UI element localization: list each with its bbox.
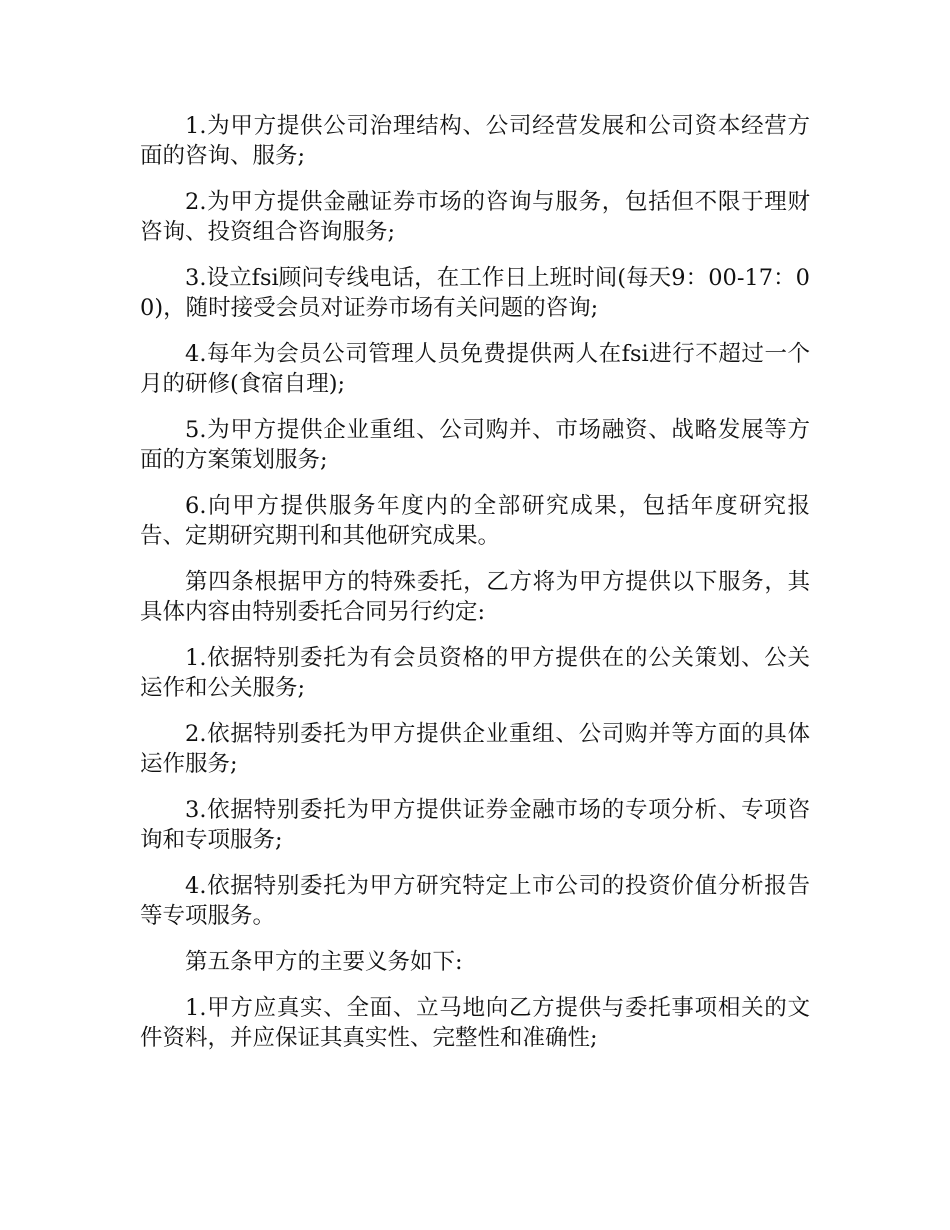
paragraph-3: 3.设立fsi顾问专线电话，在工作日上班时间(每天9：00-17：00)，随时接受会员对证券市场有关问题的咨询; [140,265,810,321]
paragraph-13: 1.甲方应真实、全面、立马地向乙方提供与委托事项相关的文件资料，并应保证其真实性、完整性和准确性; [140,995,810,1051]
article-4-heading: 第四条根据甲方的特殊委托，乙方将为甲方提供以下服务，其具体内容由特别委托合同另行约定: [140,569,810,625]
document-body [140,111,810,1069]
paragraph-6: 6.向甲方提供服务年度内的全部研究成果，包括年度研究报告、定期研究期刊和其他研究成果。 [140,493,810,549]
paragraph-5: 5.为甲方提供企业重组、公司购并、市场融资、战略发展等方面的方案策划服务; [140,417,810,473]
paragraph-2: 2.为甲方提供金融证券市场的咨询与服务，包括但不限于理财咨询、投资组合咨询服务; [140,189,810,245]
paragraph-4: 4.每年为会员公司管理人员免费提供两人在fsi进行不超过一个月的研修(食宿自理); [140,341,810,397]
paragraph-9: 2.依据特别委托为甲方提供企业重组、公司购并等方面的具体运作服务; [140,721,810,777]
paragraph-8: 1.依据特别委托为有会员资格的甲方提供在的公关策划、公关运作和公关服务; [140,645,810,701]
paragraph-11: 4.依据特别委托为甲方研究特定上市公司的投资价值分析报告等专项服务。 [140,873,810,929]
article-5-heading: 第五条甲方的主要义务如下: [185,949,463,975]
paragraph-10: 3.依据特别委托为甲方提供证券金融市场的专项分析、专项咨询和专项服务; [140,797,810,853]
paragraph-1: 1.为甲方提供公司治理结构、公司经营发展和公司资本经营方面的咨询、服务; [140,113,810,169]
